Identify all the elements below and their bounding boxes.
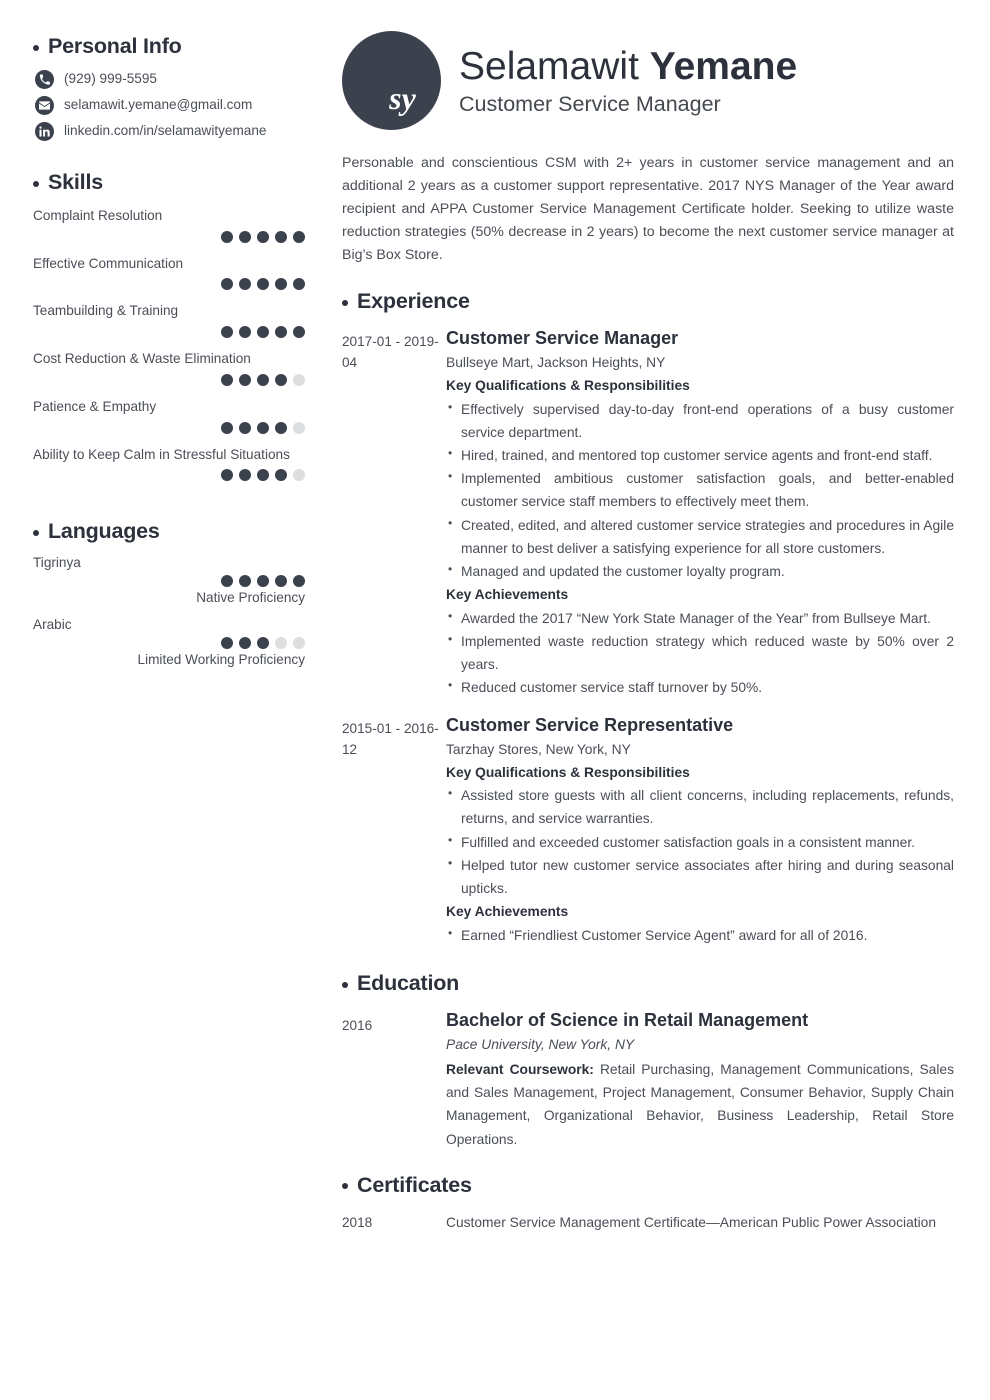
rating-dot-filled	[257, 575, 269, 587]
rating-dot-filled	[275, 374, 287, 386]
bullet-dot-icon	[342, 300, 348, 306]
rating-dot-filled	[275, 231, 287, 243]
bullet-item: • Hired, trained, and mentored top customer service agents and front-end staff.	[446, 444, 954, 467]
linkedin-icon	[35, 122, 54, 141]
rating-dot-filled	[239, 469, 251, 481]
rating-dot-filled	[221, 469, 233, 481]
education-section	[342, 971, 954, 1151]
entry-date: 2015-01 - 2016-12	[342, 720, 439, 757]
rating-dots	[33, 231, 306, 243]
education-entry	[342, 1009, 954, 1151]
resume-header	[342, 31, 954, 130]
entry-title: Customer Service Manager	[446, 328, 679, 348]
sidebar-heading-skills-label: Skills	[48, 170, 103, 194]
envelope-icon	[35, 96, 54, 115]
rating-dot-filled	[221, 637, 233, 649]
contact-row-phone[interactable]	[33, 70, 306, 89]
contact-linkedin-text: linkedin.com/in/selamawityemane	[64, 123, 267, 139]
contact-phone-text: (929) 999-5595	[64, 71, 157, 87]
rating-dots	[33, 326, 306, 338]
rating-dot-filled	[221, 422, 233, 434]
rating-dot-filled	[257, 231, 269, 243]
rating-dot-filled	[239, 278, 251, 290]
rating-dot-filled	[239, 637, 251, 649]
bullet-item: • Reduced customer service staff turnover by 50%.	[446, 676, 954, 699]
entry-body	[446, 1009, 954, 1151]
rating-dot-filled	[221, 374, 233, 386]
rating-dot-filled	[257, 469, 269, 481]
phone-icon	[35, 70, 54, 89]
achievements-heading: Key Achievements	[446, 587, 569, 603]
sidebar-heading-personal-info	[33, 34, 306, 59]
last-name: Yemane	[649, 44, 798, 88]
rating-dot-empty	[293, 374, 305, 386]
rating-dots	[33, 422, 306, 434]
heading-certificates-label: Certificates	[357, 1172, 472, 1197]
rating-dot-filled	[221, 575, 233, 587]
languages-list	[33, 555, 306, 667]
qualifications-heading: Key Qualifications & Responsibilities	[446, 378, 690, 394]
sidebar-heading-skills	[33, 170, 306, 195]
rating-dot-filled	[239, 374, 251, 386]
bullet-dot-icon	[33, 45, 39, 51]
rating-dot-filled	[239, 422, 251, 434]
entry-date: 2017-01 - 2019-04	[342, 334, 439, 371]
entry-organization: Tarzhay Stores, New York, NY	[446, 741, 631, 757]
rating-dot-filled	[275, 469, 287, 481]
rating-dots	[33, 637, 306, 649]
bullet-item: • Effectively supervised day-to-day front-end operations of a busy customer service department.	[446, 398, 954, 444]
rating-dot-empty	[293, 469, 305, 481]
sidebar-heading-languages	[33, 519, 306, 544]
bullet-item: • Implemented ambitious customer satisfaction goals, and better-enabled customer service staff members to effectively meet them.	[446, 467, 954, 513]
rating-dot-filled	[275, 278, 287, 290]
rating-dot-empty	[275, 637, 287, 649]
bullet-list	[446, 607, 954, 700]
language-name: Tigrinya	[33, 555, 81, 571]
language-item	[33, 555, 306, 605]
bullet-list	[446, 924, 954, 947]
rating-dot-filled	[239, 231, 251, 243]
skills-section	[33, 170, 306, 481]
heading-education	[342, 971, 954, 996]
rating-dot-filled	[293, 575, 305, 587]
rating-dot-filled	[275, 422, 287, 434]
skills-list	[33, 206, 306, 481]
education-list	[342, 1009, 954, 1151]
experience-section	[342, 289, 954, 949]
degree-title: Bachelor of Science in Retail Management	[446, 1010, 809, 1030]
relevant-coursework	[446, 1058, 954, 1151]
certificate-text: Customer Service Management Certificate—American Public Power Association	[446, 1214, 936, 1230]
entry-body	[446, 327, 954, 702]
language-level: Native Proficiency	[196, 590, 305, 606]
contact-email-text: selamawit.yemane@gmail.com	[64, 97, 253, 113]
skill-label: Complaint Resolution	[33, 208, 163, 223]
rating-dots	[33, 469, 306, 481]
rating-dot-filled	[239, 326, 251, 338]
bullet-item: • Implemented waste reduction strategy which reduced waste by 50% over 2 years.	[446, 630, 954, 676]
skill-label: Teambuilding & Training	[33, 303, 179, 319]
rating-dots	[33, 278, 306, 290]
experience-list	[342, 327, 954, 949]
entry-title: Customer Service Representative	[446, 714, 734, 735]
bullet-item: • Awarded the 2017 “New York State Manager of the Year” from Bullseye Mart.	[446, 607, 954, 630]
heading-experience-label: Experience	[357, 289, 470, 313]
certificate-entry	[342, 1211, 954, 1234]
summary-paragraph: Personable and conscientious CSM with 2+ years in customer service management and an additional 2 years as a customer support representative. 2017 NYS Manager of the Year award recipient and APPA Customer Service Management Certificate holder. Seeking to utilize waste reduction strategies (50% decrease in 2 years) to become the next customer service manager at Big’s Box Store.	[342, 155, 954, 263]
rating-dot-filled	[221, 326, 233, 338]
languages-section	[33, 519, 306, 667]
skill-label: Cost Reduction & Waste Elimination	[33, 351, 251, 367]
school-name: Pace University, New York, NY	[446, 1037, 635, 1053]
heading-certificates	[342, 1173, 954, 1198]
bullet-dot-icon	[33, 530, 39, 536]
coursework-text: Retail Purchasing, Management Communications, Sales and Sales Management, Project Management, Consumer Behavior, Supply Chain Management, Organizational Behavior, Business Leadership, Retail Store Operations.	[446, 1062, 954, 1147]
sidebar	[0, 0, 330, 1400]
rating-dot-empty	[293, 422, 305, 434]
skill-item	[33, 301, 306, 338]
bullet-dot-icon	[342, 1183, 348, 1189]
bullet-item: • Created, edited, and altered customer service strategies and procedures in Agile manner to best deliver a satisfying experience for all store customers.	[446, 514, 954, 560]
rating-dot-filled	[257, 637, 269, 649]
skill-label: Patience & Empathy	[33, 398, 157, 414]
coursework-label: Relevant Coursework:	[446, 1062, 594, 1078]
rating-dots	[33, 374, 306, 386]
sidebar-heading-languages-label: Languages	[48, 519, 160, 544]
bullet-item: • Fulfilled and exceeded customer satisfaction goals in a consistent manner.	[446, 831, 954, 854]
language-level: Limited Working Proficiency	[137, 652, 305, 668]
bullet-item: • Assisted store guests with all client concerns, including replacements, refunds, returns, and service warranties.	[446, 784, 954, 830]
rating-dot-filled	[257, 374, 269, 386]
experience-entry	[342, 714, 954, 949]
page-title	[459, 46, 797, 88]
skill-item	[33, 206, 306, 243]
rating-dot-filled	[293, 231, 305, 243]
certificates-section	[342, 1173, 954, 1234]
bullet-list	[446, 398, 954, 583]
skill-label: Ability to Keep Calm in Stressful Situations	[33, 446, 290, 462]
rating-dot-empty	[293, 637, 305, 649]
rating-dot-filled	[293, 278, 305, 290]
bullet-item: • Managed and updated the customer loyalty program.	[446, 560, 954, 583]
entry-date: 2016	[342, 1018, 373, 1033]
bullet-list	[446, 784, 954, 900]
contact-row-linkedin[interactable]	[33, 122, 306, 141]
sidebar-heading-personal-info-label: Personal Info	[48, 34, 182, 58]
contact-list	[33, 70, 306, 141]
rating-dot-filled	[275, 326, 287, 338]
language-name: Arabic	[33, 617, 72, 633]
rating-dot-filled	[293, 326, 305, 338]
rating-dot-filled	[275, 575, 287, 587]
bullet-dot-icon	[342, 982, 348, 988]
skill-label: Effective Communication	[33, 255, 184, 271]
rating-dot-filled	[221, 231, 233, 243]
rating-dot-filled	[257, 326, 269, 338]
job-title: Customer Service Manager	[459, 92, 721, 117]
rating-dot-filled	[239, 575, 251, 587]
experience-entry	[342, 327, 954, 702]
heading-education-label: Education	[357, 971, 460, 995]
bullet-item: • Helped tutor new customer service associates after hiring and during seasonal upticks.	[446, 854, 954, 900]
first-name: Selamawit	[459, 44, 639, 88]
rating-dot-filled	[221, 278, 233, 290]
rating-dots	[33, 575, 306, 587]
rating-dot-filled	[257, 278, 269, 290]
entry-organization: Bullseye Mart, Jackson Heights, NY	[446, 355, 666, 371]
language-item	[33, 617, 306, 667]
main-content	[330, 0, 990, 1400]
bullet-item: • Earned “Friendliest Customer Service Agent” award for all of 2016.	[446, 924, 954, 947]
qualifications-heading: Key Qualifications & Responsibilities	[446, 764, 690, 780]
skill-item	[33, 445, 306, 482]
contact-row-email[interactable]	[33, 96, 306, 115]
rating-dot-filled	[257, 422, 269, 434]
achievements-heading: Key Achievements	[446, 904, 569, 920]
skill-item	[33, 254, 306, 291]
certificates-list	[342, 1211, 954, 1234]
avatar-initials: sy	[389, 80, 416, 116]
avatar	[342, 31, 441, 130]
skill-item	[33, 397, 306, 434]
heading-experience	[342, 289, 954, 314]
name-block	[459, 44, 797, 117]
entry-body	[446, 714, 954, 949]
bullet-dot-icon	[33, 181, 39, 187]
skill-item	[33, 349, 306, 386]
entry-body	[446, 1211, 954, 1234]
entry-date: 2018	[342, 1214, 373, 1230]
